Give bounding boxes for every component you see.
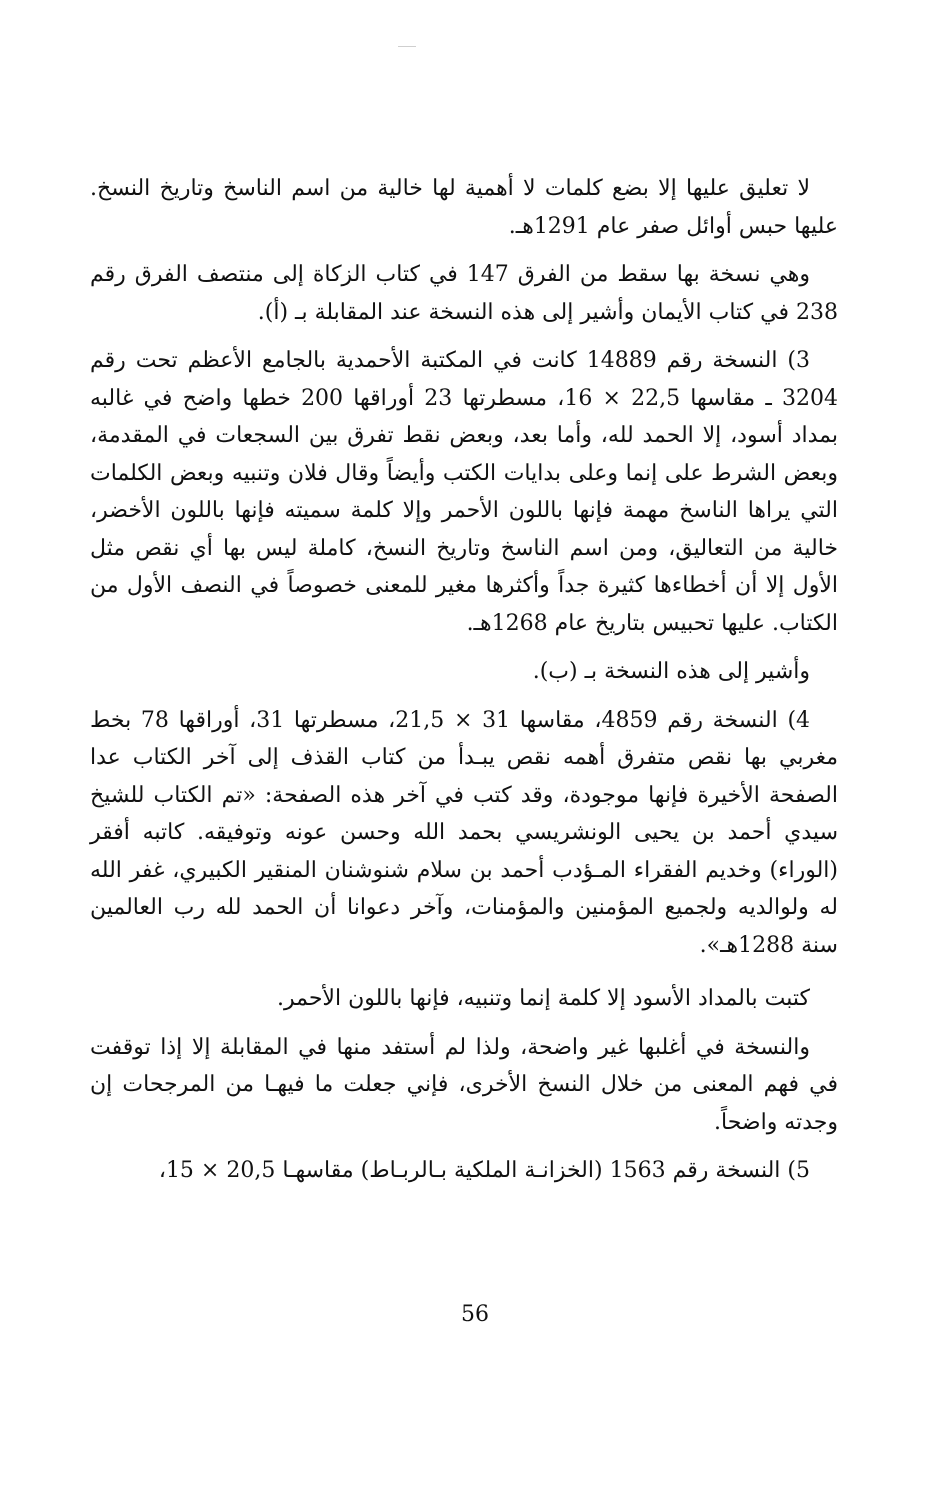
paragraph-6: كتبت بالمداد الأسود إلا كلمة إنما وتنبيه، فإنها باللون الأحمر. (276, 986, 810, 1011)
paragraph-3: 3) النسخة رقم 14889 كانت في المكتبة الأحمدية بالجامع الأعظم تحت رقم 3204 ـ مقاسها 22,5 × 16، مسطرتها 23 أوراقها 200 خطها واضح في غالبه بمداد أسود، إلا الحمد لله، وأما بعد، وبعض نقط تفرق بين السجعات في المقدمة، وبعض الشرط على إنما وعلى بدايات الكتب وأيضاً وقال فلان وتنبيه وبعض الكلمات التي يراها الناسخ مهمة فإنها باللون الأحمر وإلا كلمة سميته فإنها باللون الأخضر، خالية من التعاليق، ومن اسم الناسخ وتاريخ النسخ، كاملة ليس بها أي نقص مثل الأول إلا أن أخطاءها كثيرة جداً وأكثرها مغير للمعنى خصوصاً في النصف الأول من الكتاب. عليها تحبيس بتاريخ عام 1268هـ. (90, 348, 839, 636)
body-text (90, 170, 838, 1190)
paragraph-4: وأشير إلى هذه النسخة بـ (ب). (532, 659, 810, 684)
paragraph-5: 4) النسخة رقم 4859، مقاسها 31 × 21,5، مسطرتها 31، أوراقها 78 بخط مغربي بها نقص متفرق أهمه نقص يبـدأ من كتاب القذف إلى آخر الكتاب عدا الصفحة الأخيرة فإنها موجودة، وقد كتب في آخر هذه الصفحة: «تم الكتاب للشيخ سيدي أحمد بن يحيى الونشريسي بحمد الله وحسن عونه وتوفيقه. كاتبه أفقر (الوراء) وخديم الفقراء المـؤدب أحمد بن سلام شنوشنان المنقير الكبيري، غفر الله له ولوالديه ولجميع المؤمنين والمؤمنات، وآخر دعوانا أن الحمد لله رب العالمين سنة 1288هـ». (90, 707, 838, 958)
page-number: 56 (461, 1302, 489, 1327)
paragraph-2: وهي نسخة بها سقط من الفرق 147 في كتاب الزكاة إلى منتصف الفرق رقم 238 في كتاب الأيمان وأشير إلى هذه النسخة عند المقابلة بـ (أ). (90, 262, 838, 325)
paragraph-1: لا تعليق عليها إلا بضع كلمات لا أهمية لها خالية من اسم الناسخ وتاريخ النسخ. عليها حبس أوائل صفر عام 1291هـ. (90, 176, 838, 239)
paragraph-8: 5) النسخة رقم 1563 (الخزانـة الملكية بـالربـاط) مقاسهـا 20,5 × 15، (158, 1158, 810, 1183)
paragraph-7: والنسخة في أغلبها غير واضحة، ولذا لم أستفد منها في المقابلة إلا إذا توقفت في فهم المعنى من خلال النسخ الأخرى، فإني جعلت ما فيهـا من المرجحات إن وجدته واضحاً. (90, 1034, 838, 1135)
scan-mark (398, 46, 416, 47)
